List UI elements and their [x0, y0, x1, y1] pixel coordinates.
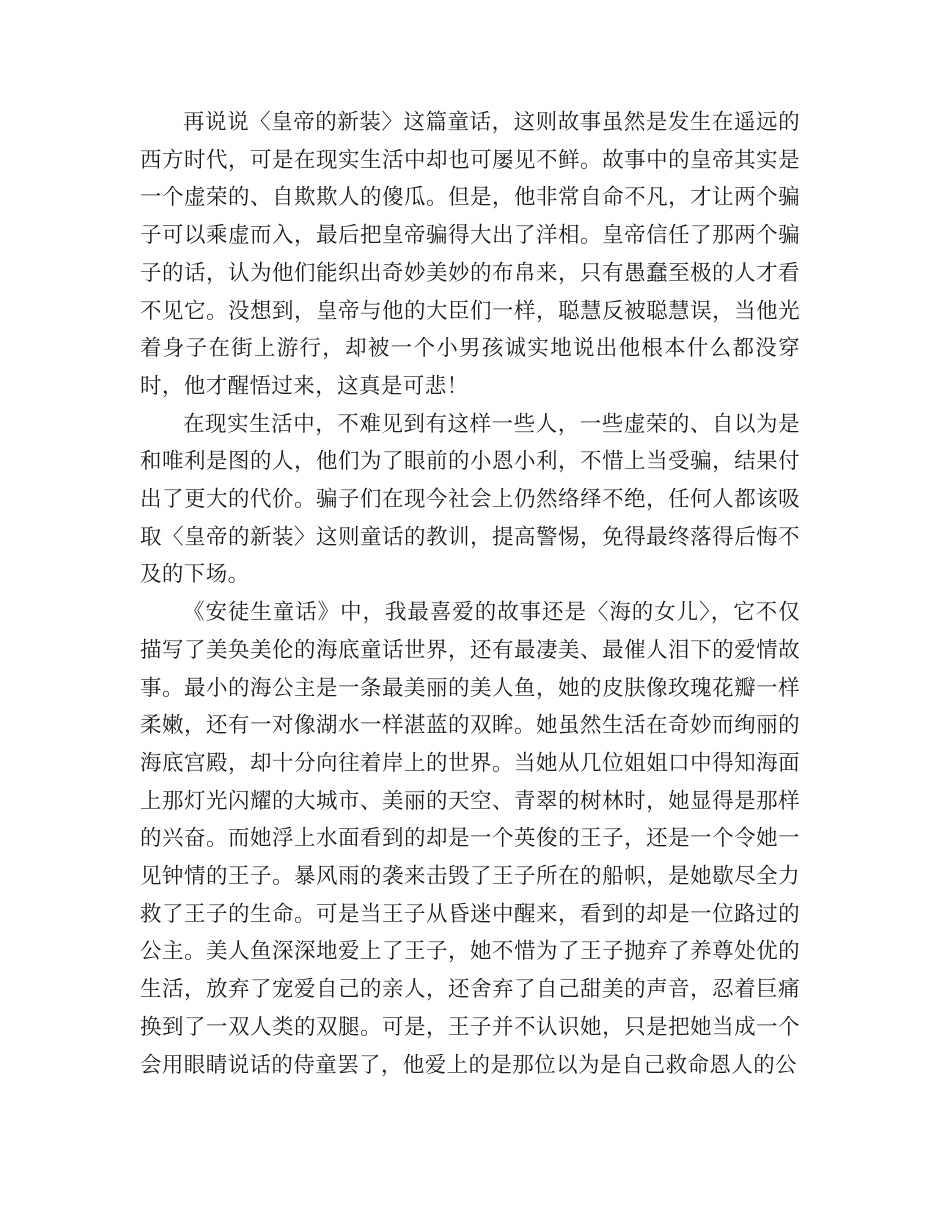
paragraph-emperor-new-clothes: 再说说〈皇帝的新装〉这篇童话，这则故事虽然是发生在遥远的西方时代，可是在现实生活中却也可屡见不鲜。故事中的皇帝其实是一个虚荣的、自欺欺人的傻瓜。但是，他非常自命不凡，才让两个骗子可以乘虚而入，最后把皇帝骗得大出了洋相。皇帝信任了那两个骗子的话，认为他们能织出奇妙美妙的布帛来，只有愚蠢至极的人才看不见它。没想到，皇帝与他的大臣们一样，聪慧反被聪慧误，当他光着身子在街上游行，却被一个小男孩诚实地说出他根本什么都没穿时，他才醒悟过来，这真是可悲！	[140, 110, 800, 399]
document-body	[140, 104, 800, 1084]
paragraph-little-mermaid: 《安徒生童话》中，我最喜爱的故事还是〈海的女儿〉，它不仅描写了美奂美伦的海底童话世界，还有最凄美、最催人泪下的爱情故事。最小的海公主是一条最美丽的美人鱼，她的皮肤像玫瑰花瓣一样柔嫩，还有一对像湖水一样湛蓝的双眸。她虽然生活在奇妙而绚丽的海底宫殿，却十分向往着岸上的世界。当她从几位姐姐口中得知海面上那灯光闪耀的大城市、美丽的天空、青翠的树林时，她显得是那样的兴奋。而她浮上水面看到的却是一个英俊的王子，还是一个令她一见钟情的王子。暴风雨的袭来击毁了王子所在的船帜，是她歇尽全力救了王子的生命。可是当王子从昏迷中醒来，看到的却是一位路过的公主。美人鱼深深地爱上了王子，她不惜为了王子抛弃了养尊处优的生活，放弃了宠爱自己的亲人，还舍弃了自己甜美的声音，忍着巨痛换到了一双人类的双腿。可是，王子并不认识她，只是把她当成一个会用眼睛说话的侍童罢了，他爱上的是那位以为是自己救命恩人的公	[140, 600, 800, 1078]
paragraph-real-life-lesson: 在现实生活中，不难见到有这样一些人，一些虚荣的、自以为是和唯利是图的人，他们为了眼前的小恩小利，不惜上当受骗，结果付出了更大的代价。骗子们在现今社会上仍然络绎不绝，任何人都该吸取〈皇帝的新装〉这则童话的教训，提高警惕，免得最终落得后悔不及的下场。	[140, 411, 800, 588]
